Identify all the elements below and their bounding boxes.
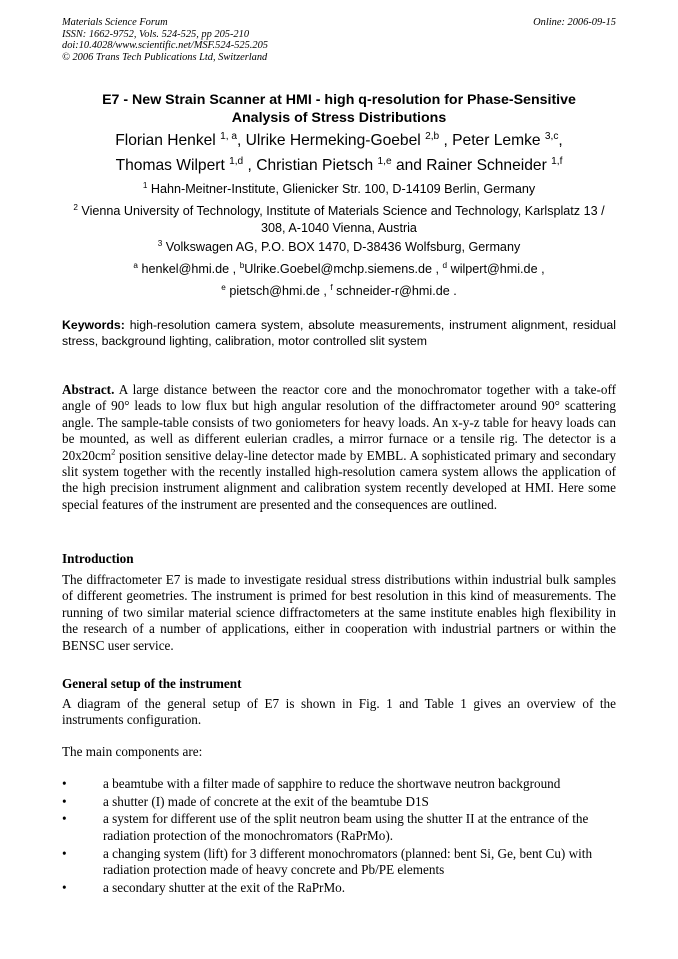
keywords [62,317,616,349]
affiliation-sup: 3 [157,238,163,248]
author-name: Florian Henkel [115,132,221,149]
bullet-icon: • [62,811,67,827]
affiliation-2-line-1 [62,203,616,220]
bullet-icon: • [62,879,67,895]
journal-name: Materials Science Forum [62,17,168,28]
list-item [62,880,616,896]
title-line-2: Analysis of Stress Distributions [231,110,447,126]
abstract-label: Abstract. [62,382,115,397]
affiliation-2-line-2: 308, A-1040 Vienna, Austria [261,221,417,235]
email-text: henkel@hmi.de , [137,262,240,276]
email-text: schneider-r@hmi.de . [332,284,457,298]
abstract-text-1: A large distance between the reactor core and the monochromator together with a take-off angle of 90° leads to low flux but high angular resolution of the diffractometer around 90° scattering angle. The sample-table consists of two goniometers for heavy loads. An x-y-z table for heavy loads can be mounted, as well as different eulerian cradles, a mirror furnace or a tensile rig. The detector is a 20x20cm [62,382,616,463]
components-intro: The main components are: [62,744,203,759]
affiliation-sup: 1 [142,180,148,190]
list-item-text: a system for different use of the split neutron beam using the shutter II at the entrance of the radiation protection of the monochromators (RaPrMo). [103,811,589,843]
author-separator: , [243,157,257,174]
email-line-2 [62,283,616,300]
list-item-text: a secondary shutter at the exit of the RaPrMo. [103,879,346,895]
author-sup: 1,f [551,155,563,167]
author-sup: 1,d [229,155,244,167]
author-name: Rainer Schneider [426,157,552,174]
running-header [62,17,616,63]
author-sup: 2,b [425,130,440,142]
online-date: Online: 2006-09-15 [533,17,616,28]
email-sup: d [442,260,448,270]
affiliation-2 [62,203,616,237]
author-sup: 3,c [544,130,559,142]
abstract-text-2: position sensitive delay-line detector made by EMBL. A sophisticated primary and secondary slit system together with the recently installed high-resolution camera system allows the application of the high precision instrument alignment and calibration system recently developed at HMI. Here some special features of the instrument are presented and the consequences are outlined. [62,447,616,512]
affiliation-text: Hahn-Meitner-Institute, Glienicker Str. 100, D-14109 Berlin, Germany [147,182,536,196]
author-name: Ulrike Hermeking-Goebel [245,132,426,149]
list-item-text: a changing system (lift) for 3 different monochromators (planned: bent Si, Ge, bent Cu) with radiation protection made of heavy concrete and Pb/PE elements [103,845,593,877]
email-sup: f [330,282,333,292]
introduction-heading: Introduction [62,551,134,566]
author-line-2 [62,153,616,178]
copyright: © 2006 Trans Tech Publications Ltd, Switzerland [62,51,268,63]
list-item [62,811,616,844]
introduction-text: The diffractometer E7 is made to investigate residual stress distributions within industrial bulk samples of different geometries. The instrument is primed for best resolution in this kind of measurements. The running of two similar material science diffractometers at the same institute enables high flexibility in the research of a number of applications, either in cooperation with industrial partners or within the BENSC user service. [62,572,616,653]
doi: doi:10.4028/www.scientific.net/MSF.524-525.205 [62,40,268,52]
author-sup: 1,e [377,155,392,167]
email-sup: a [133,260,138,270]
email-line-1 [62,261,616,278]
list-item [62,794,616,810]
author-separator: and [391,157,427,174]
title-line-1: E7 - New Strain Scanner at HMI - high q-resolution for Phase-Sensitive [102,92,576,108]
author-list [62,128,616,178]
issn: ISSN: 1662-9752, Vols. 524-525, pp 205-210 [62,28,250,40]
author-separator: , [237,132,246,149]
author-separator: , [558,132,563,149]
bullet-icon: • [62,793,67,809]
bullet-icon: • [62,845,67,861]
list-item [62,776,616,792]
author-line-1 [62,128,616,153]
affiliation-text: Volkswagen AG, P.O. BOX 1470, D-38436 Wolfsburg, Germany [162,240,521,254]
email-sup: b [239,260,245,270]
affiliation-1 [62,181,616,198]
email-sup: e [221,282,226,292]
abstract [62,382,616,513]
email-text: pietsch@hmi.de , [225,284,331,298]
list-item [62,846,616,879]
list-item-text: a beamtube with a filter made of sapphire to reduce the shortwave neutron background [103,776,561,791]
author-name: Thomas Wilpert [115,157,230,174]
paper-title [62,91,616,127]
affiliation-text: Vienna University of Technology, Institute of Materials Science and Technology, Karlsplatz 13 / [77,204,605,218]
affiliation-3 [62,239,616,256]
keywords-text: high-resolution camera system, absolute measurements, instrument alignment, residual stress, background lighting, calibration, motor controlled slit system [62,318,616,348]
bullet-icon: • [62,776,67,791]
author-name: Christian Pietsch [256,157,378,174]
keywords-label: Keywords: [62,318,125,332]
author-sup: 1, a [220,130,237,142]
general-setup-text: A diagram of the general setup of E7 is shown in Fig. 1 and Table 1 gives an overview of the instruments configuration. [62,696,616,728]
abstract-sup: 2 [111,446,116,457]
affiliation-sup: 2 [73,202,78,212]
list-item-text: a shutter (I) made of concrete at the exit of the beamtube D1S [103,793,429,809]
general-setup-heading: General setup of the instrument [62,676,242,691]
author-name: Peter Lemke [452,132,545,149]
email-text: wilpert@hmi.de , [447,262,545,276]
components-list [62,776,616,897]
author-separator: , [439,132,453,149]
email-text: Ulrike.Goebel@mchp.siemens.de , [244,262,443,276]
